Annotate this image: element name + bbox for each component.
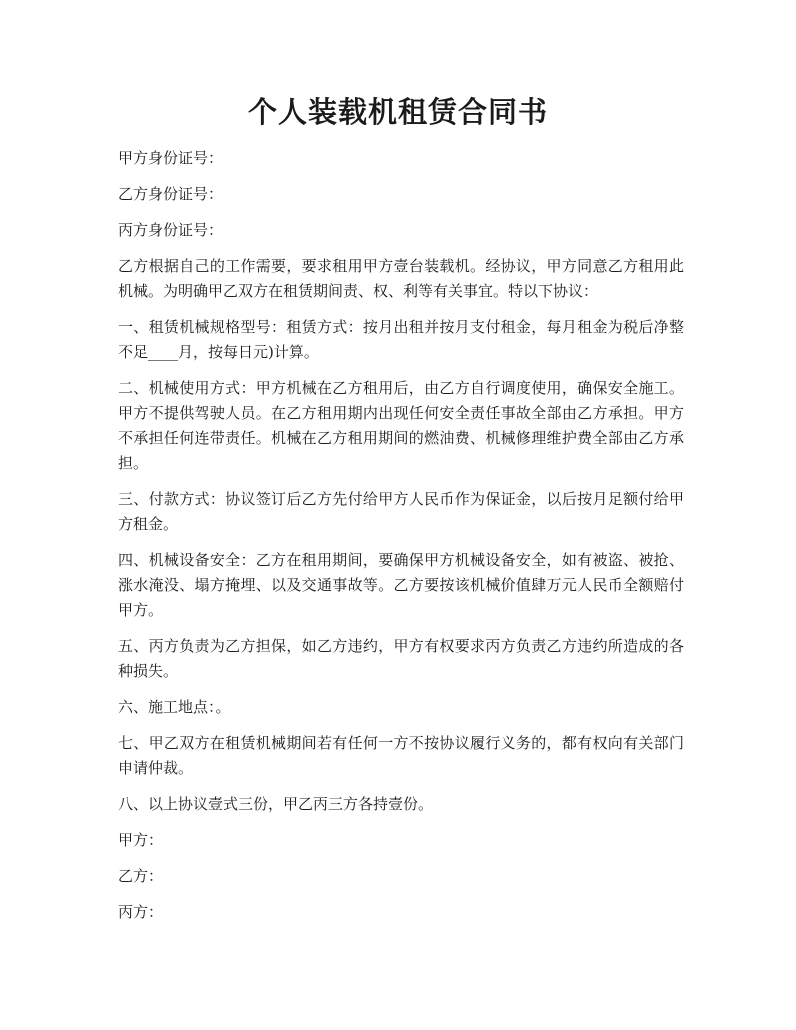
party-c-signature-line: 丙方： (118, 903, 164, 921)
clause-two-paragraph: 二、机械使用方式：甲方机械在乙方租用后，由乙方自行调度使用，确保安全施工。甲方不提供驾驶人员。在乙方租用期内出现任何安全责任事故全部由乙方承担。甲方不承担任何连带责任。机械在乙方租用期间的燃油费、机械修理维护费全部由乙方承担。 (118, 379, 684, 472)
document-title: 个人装载机租赁合同书 (247, 95, 548, 129)
clause-five-paragraph: 五、丙方负责为乙方担保，如乙方违约，甲方有权要求丙方负责乙方违约所造成的各种损失。 (118, 637, 684, 680)
clause-one-text-before: 一、租赁机械规格型号：租赁方式：按月出租并按月支付租金，每月租金为税后净整不足 (118, 318, 684, 361)
clause-four-paragraph: 四、机械设备安全：乙方在租用期间，要确保甲方机械设备安全，如有被盗、被抢、涨水淹没、塌方掩埋、以及交通事故等。乙方要按该机械价值肆万元人民币全额赔付甲方。 (118, 551, 684, 619)
party-a-signature-line: 甲方： (118, 831, 164, 849)
clause-one-text-after: 月，按每日元)计算。 (178, 343, 319, 361)
party-c-id-line: 丙方身份证号： (118, 221, 224, 239)
clause-three-paragraph: 三、付款方式：协议签订后乙方先付给甲方人民币作为保证金，以后按月足额付给甲方租金。 (118, 490, 684, 533)
party-b-signature-line: 乙方： (118, 867, 164, 885)
clause-one-blank: ____ (148, 343, 179, 361)
clause-seven-paragraph: 七、甲乙双方在租赁机械期间若有任何一方不按协议履行义务的，都有权向有关部门申请仲裁。 (118, 734, 684, 777)
clause-one-paragraph (118, 315, 684, 365)
clause-eight-paragraph: 八、以上协议壹式三份，甲乙丙三方各持壹份。 (118, 795, 434, 813)
preamble-paragraph: 乙方根据自己的工作需要，要求租用甲方壹台装载机。经协议，甲方同意乙方租用此机械。为明确甲乙双方在租赁期间责、权、利等有关事宜。特以下协议： (118, 257, 684, 300)
party-b-id-line: 乙方身份证号： (118, 185, 224, 203)
party-a-id-line: 甲方身份证号： (118, 149, 224, 167)
document-body (118, 146, 684, 936)
clause-six-paragraph: 六、施工地点：。 (118, 698, 231, 716)
